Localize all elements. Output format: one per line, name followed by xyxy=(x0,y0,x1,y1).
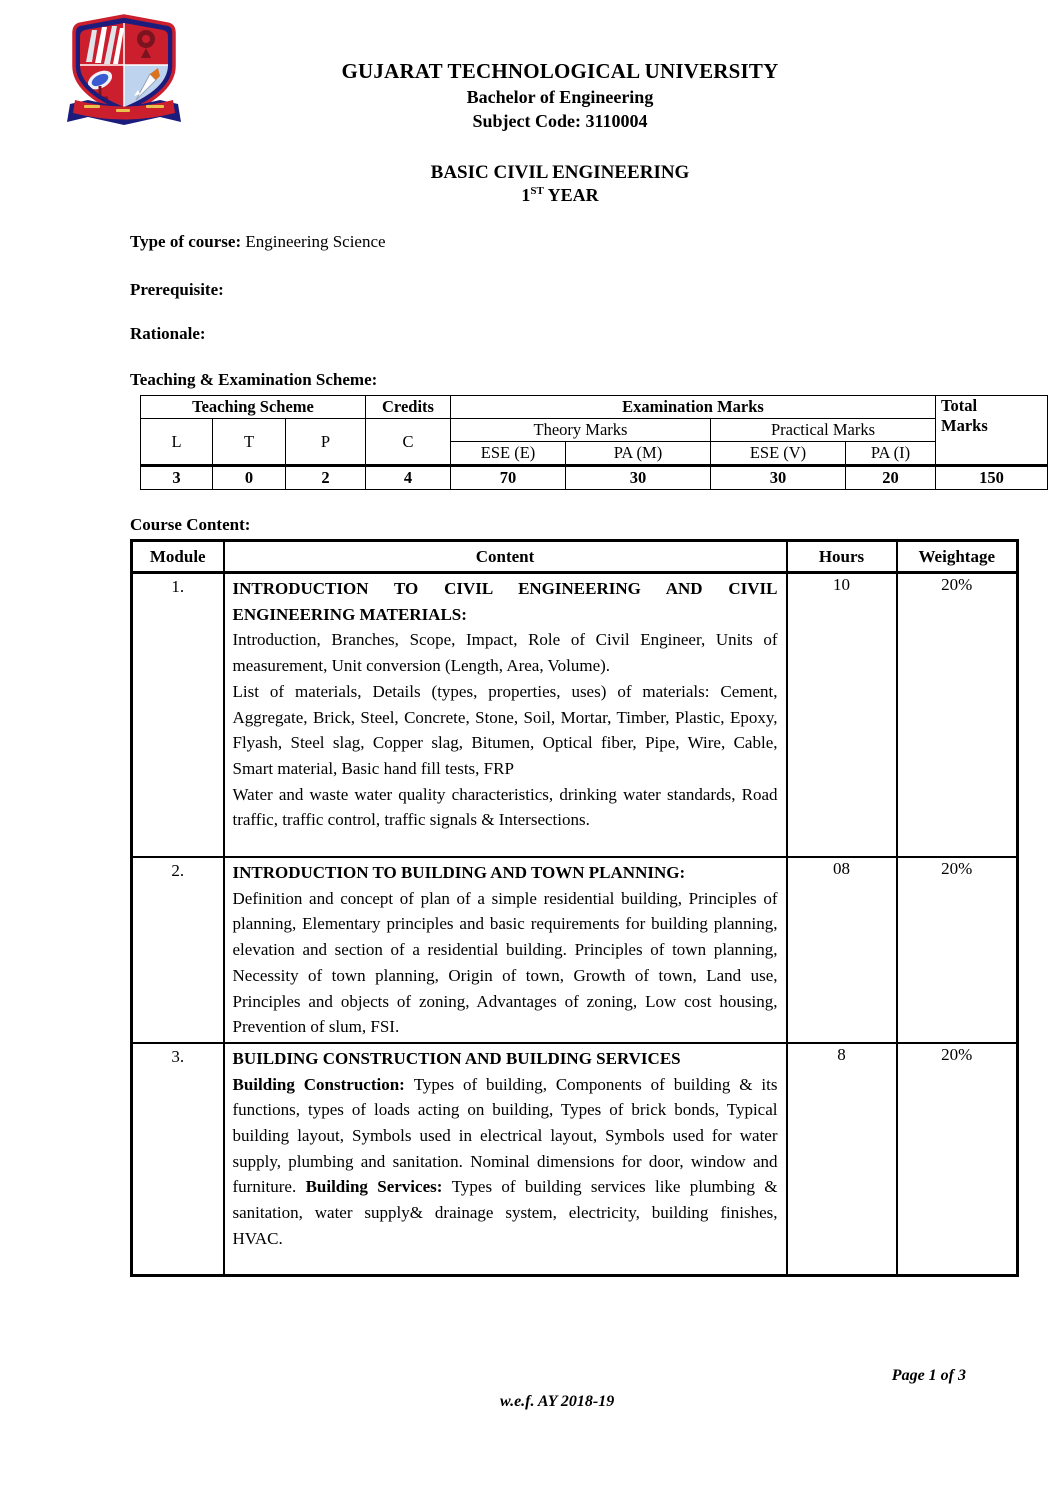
module-hours: 10 xyxy=(787,573,897,858)
course-title: BASIC CIVIL ENGINEERING xyxy=(430,162,690,183)
content-column-header: Content xyxy=(224,541,787,573)
teaching-examination-scheme-table xyxy=(140,395,1048,490)
value-p: 2 xyxy=(286,466,366,490)
examination-marks-header: Examination Marks xyxy=(451,396,936,419)
module-number: 3. xyxy=(132,1043,224,1276)
course-year xyxy=(130,184,990,206)
weightage-column-header: Weightage xyxy=(897,541,1018,573)
effective-date: w.e.f. AY 2018-19 xyxy=(500,1393,615,1410)
course-table-header-row xyxy=(132,541,1018,573)
content-paragraph: List of materials, Details (types, properties, uses) of materials: Cement, Aggregate, Brick, Steel, Concrete, Stone, Soil, Mortar, Timber, Plastic, Epoxy, Flyash, Steel slag, Copper slag, Bitumen, Optical fiber, Pipe, Wire, Cable, Smart material, Basic hand fill tests, FRP xyxy=(232,681,778,778)
page-number: Page 1 of 3 xyxy=(891,1367,966,1384)
module-weightage: 20% xyxy=(897,573,1018,858)
theory-marks-header: Theory Marks xyxy=(451,419,711,442)
total-marks-line1: Total xyxy=(941,396,978,415)
module-column-header: Module xyxy=(132,541,224,573)
year-number: 1 xyxy=(521,185,531,205)
year-ordinal-suffix: ST xyxy=(530,185,544,197)
pa-i-header: PA (I) xyxy=(846,442,936,466)
content-paragraph: Building Construction: Types of building, Components of building & its functions, types of loads acting on building, Types of brick bonds, Typical building layout, Symbols used in electrical layout, Symbols used for water supply, plumbing and sanitation. Nominal dimensions for door, window and furniture. Building Services: Types of building services like plumbing & sanitation, water supply& drainage system, electricity, building finishes, HVAC. xyxy=(232,1074,778,1248)
university-title: GUJARAT TECHNOLOGICAL UNIVERSITY xyxy=(341,59,779,83)
value-pa-m: 30 xyxy=(566,466,711,490)
credits-header: Credits xyxy=(366,396,451,419)
module-content xyxy=(224,1043,787,1276)
module-row xyxy=(132,573,1018,858)
col-t: T xyxy=(213,419,286,466)
content-paragraph: Water and waste water quality characteristics, drinking water standards, Road traffic, traffic control, traffic signals & Intersections. xyxy=(232,784,778,830)
content-paragraph: Introduction, Branches, Scope, Impact, Role of Civil Engineer, Units of measurement, Unit conversion (Length, Area, Volume). xyxy=(232,630,778,676)
value-c: 4 xyxy=(366,466,451,490)
content-paragraph: INTRODUCTION TO BUILDING AND TOWN PLANNING: xyxy=(232,863,686,882)
practical-marks-header: Practical Marks xyxy=(711,419,936,442)
year-word: YEAR xyxy=(543,185,599,205)
ese-v-header: ESE (V) xyxy=(711,442,846,466)
total-marks-header xyxy=(936,396,1048,466)
total-marks-line2: Marks xyxy=(941,416,988,435)
content-paragraph: BUILDING CONSTRUCTION AND BUILDING SERVICES xyxy=(232,1048,681,1068)
prerequisite-label: Prerequisite: xyxy=(130,280,224,299)
content-paragraph: Definition and concept of plan of a simple residential building, Principles of planning, Elementary principles and basic requirements for building planning, elevation and section of a residential building. Principles of town planning, Necessity of town planning, Origin of town, Growth of town, Land use, Principles and objects of zoning, Advantages of zoning, Low cost housing, Prevention of slum, FSI. xyxy=(232,888,778,1037)
module-number: 1. xyxy=(132,573,224,858)
course-content-table xyxy=(130,539,1019,1277)
module-weightage: 20% xyxy=(897,857,1018,1043)
value-t: 0 xyxy=(213,466,286,490)
document-header xyxy=(130,58,990,133)
module-content xyxy=(224,857,787,1043)
module-row xyxy=(132,857,1018,1043)
module-hours: 08 xyxy=(787,857,897,1043)
type-of-course-value: Engineering Science xyxy=(241,232,386,251)
module-number: 2. xyxy=(132,857,224,1043)
scheme-heading: Teaching & Examination Scheme: xyxy=(130,370,378,389)
rationale-label: Rationale: xyxy=(130,324,206,343)
value-l: 3 xyxy=(141,466,213,490)
module-content xyxy=(224,573,787,858)
value-total: 150 xyxy=(936,466,1048,490)
subject-code: Subject Code: 3110004 xyxy=(472,111,648,131)
value-ese-v: 30 xyxy=(711,466,846,490)
value-ese-e: 70 xyxy=(451,466,566,490)
course-content-body xyxy=(132,573,1018,1276)
degree-title: Bachelor of Engineering xyxy=(466,87,654,107)
col-p: P xyxy=(286,419,366,466)
module-hours: 8 xyxy=(787,1043,897,1276)
pa-m-header: PA (M) xyxy=(566,442,711,466)
course-content-heading: Course Content: xyxy=(130,515,251,534)
module-weightage: 20% xyxy=(897,1043,1018,1276)
hours-column-header: Hours xyxy=(787,541,897,573)
col-l: L xyxy=(141,419,213,466)
course-title-block xyxy=(130,161,990,206)
scheme-values-row xyxy=(141,466,1048,490)
teaching-scheme-header: Teaching Scheme xyxy=(141,396,366,419)
content-paragraph: INTRODUCTION TO CIVIL ENGINEERING AND CIVIL ENGINEERING MATERIALS: xyxy=(232,579,778,624)
type-of-course-line xyxy=(130,231,386,252)
module-row xyxy=(132,1043,1018,1276)
type-of-course-label: Type of course: xyxy=(130,232,242,251)
value-pa-i: 20 xyxy=(846,466,936,490)
ese-e-header: ESE (E) xyxy=(451,442,566,466)
col-c: C xyxy=(366,419,451,466)
